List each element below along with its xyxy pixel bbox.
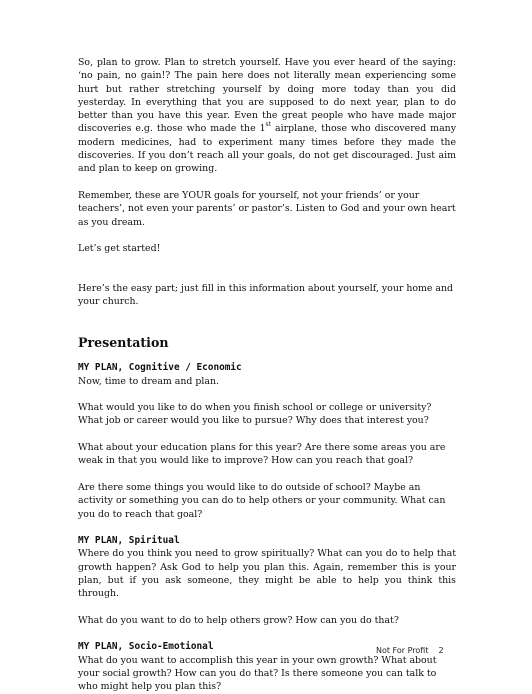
spiritual-question-1: Where do you think you need to grow spiritually? What can you do to help that growth happen? Ask God to help you plan this. Again, remember this is your plan, but if you ask someone, they might be able to help you think this through. — [78, 548, 456, 600]
page-number: 2 — [438, 646, 444, 655]
footer-label: Not For Profit — [376, 646, 429, 655]
page-content — [78, 56, 456, 694]
ordinal-superscript: st — [265, 121, 272, 129]
socio-heading: MY PLAN, Socio-Emotional — [78, 641, 214, 653]
easy-part-paragraph: Here’s the easy part; just fill in this information about yourself, your home and your church. — [78, 283, 454, 308]
intro-paragraph — [78, 56, 456, 176]
cognitive-heading: MY PLAN, Cognitive / Economic — [78, 362, 242, 374]
socio-question-1: What do you want to accomplish this year in your own growth? What about your social growth? How can you do that? Is there someone you can talk to who might help you plan this? — [78, 654, 437, 693]
cognitive-question-2: What about your education plans for this year? Are there some areas you are weak in that you would like to improve? How can you reach that goal? — [78, 442, 446, 467]
presentation-heading: Presentation — [78, 335, 169, 351]
page-footer — [376, 646, 444, 655]
remember-paragraph: Remember, these are YOUR goals for yourself, not your friends’ or your teachers’, not even your parents’ or pastor’s. Listen to God and your own heart as you dream. — [78, 189, 456, 228]
intro-text-b: airplane, those who discovered many modern medicines, had to experiment many times before they made the discoveries. If you don’t reach all your goals, do not get discouraged. Just aim and plan to keep on growing. — [78, 123, 456, 175]
cognitive-intro: Now, time to dream and plan. — [78, 375, 219, 387]
spiritual-question-2: What do you want to do to help others grow? How can you do that? — [78, 614, 399, 626]
cognitive-question-3: Are there some things you would like to do outside of school? Maybe an activity or something you can do to help others or your community. What can you do to reach that goal? — [78, 481, 446, 520]
cognitive-question-1: What would you like to do when you finish school or college or university? What job or career would you like to pursue? Why does that interest you? — [78, 402, 432, 427]
intro-text-a: So, plan to grow. Plan to stretch yourself. Have you ever heard of the saying: ‘no pain, no gain!? The pain here does not literally mean experiencing some hurt but rather stretching yourself by doing more today than you did yesterday. In everything that you are supposed to do next year, plan to do better than you have this year. Even the great people who have made major discoveries e.g. those who made the 1 — [78, 57, 456, 135]
lets-start-paragraph: Let’s get started! — [78, 243, 161, 255]
spiritual-heading: MY PLAN, Spiritual — [78, 535, 180, 547]
